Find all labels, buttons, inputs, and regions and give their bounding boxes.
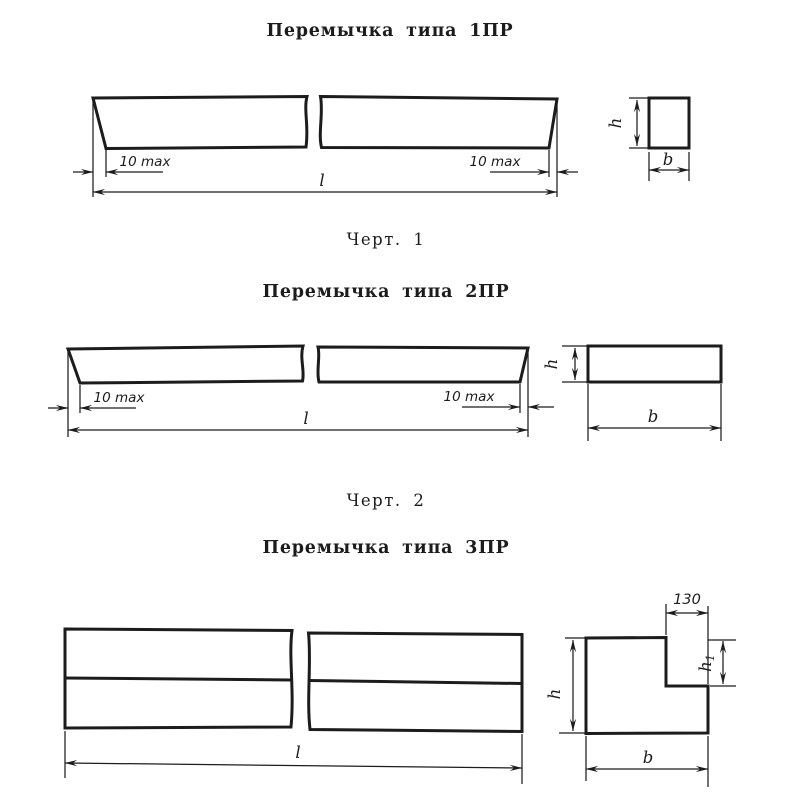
- figure-1pr: [73, 21, 689, 249]
- figure3-title: Перемычка типа 3ПР: [262, 538, 510, 558]
- left-offset-dimension: [48, 390, 145, 408]
- length-dimension: [65, 743, 522, 768]
- right-offset-dimension: [444, 389, 554, 407]
- beam3-right-ledge-line: [309, 681, 522, 684]
- figure1-caption: Черт. 1: [346, 230, 426, 249]
- cross-section-2pr: [542, 346, 721, 441]
- beam2-left-half: [68, 346, 303, 383]
- right-offset-dimension: [470, 154, 578, 172]
- beam3-left-ledge-line: [65, 678, 291, 680]
- section-outline: [649, 98, 689, 148]
- section-width-label: b: [662, 150, 674, 169]
- length-label: l: [295, 743, 301, 762]
- figure1-title: Перемычка типа 1ПР: [266, 21, 514, 41]
- figure2-title: Перемычка типа 2ПР: [262, 282, 510, 302]
- beam1-right-half: [320, 97, 557, 149]
- beam1-left-half: [93, 97, 307, 149]
- section-width-label: b: [647, 407, 659, 426]
- section-height-label: h: [545, 688, 564, 700]
- beam2-right-half: [318, 347, 528, 382]
- left-offset-label: 10 max: [119, 154, 171, 170]
- right-offset-label: 10 max: [443, 389, 495, 405]
- cross-section-3pr: [545, 592, 736, 787]
- notch-width-label: 130: [673, 592, 701, 608]
- left-offset-label: 10 max: [93, 390, 145, 406]
- figure-2pr: [48, 282, 721, 510]
- figure2-caption: Черт. 2: [346, 491, 426, 510]
- length-label: l: [319, 171, 325, 190]
- right-offset-label: 10 max: [469, 154, 521, 170]
- section-outline: [586, 638, 708, 734]
- length-dimension: [68, 409, 528, 430]
- section-height-label: h: [542, 358, 561, 370]
- notch-height-dimension: [696, 640, 736, 686]
- width-dimension: [586, 736, 708, 787]
- section-width-label: b: [642, 748, 654, 767]
- left-offset-dimension: [73, 154, 171, 172]
- notch-height-subscript: 1: [704, 654, 717, 662]
- cross-section-1pr: [606, 98, 689, 181]
- notch-height-label: [696, 654, 717, 672]
- notch-height-base: h: [696, 661, 715, 672]
- length-label: l: [303, 409, 309, 428]
- figure-3pr: [65, 538, 736, 787]
- section-outline: [588, 346, 721, 382]
- dimension-line: [65, 763, 522, 768]
- length-dimension: [93, 171, 557, 192]
- section-height-label: h: [606, 117, 625, 129]
